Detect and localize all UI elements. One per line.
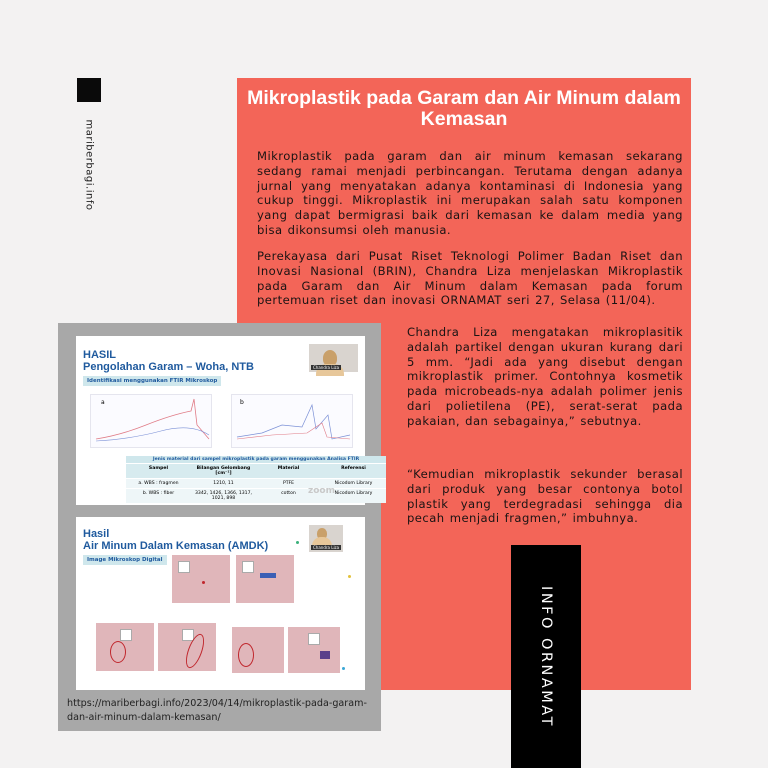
microscope-image [236,555,294,603]
table-cell: a. WBS : fragmen [138,481,179,486]
speaker-name-label: Chandra Liza [313,365,340,370]
speaker-video-thumbnail [309,344,358,372]
plot-b-label: b [240,399,244,406]
site-name-text: mariberbagi.info [83,119,95,211]
plot-a-label: a [101,399,105,406]
highlight-ring [238,643,254,667]
table-header-row [126,463,386,478]
zoom-watermark: zoom [308,486,335,496]
highlight-ring [110,641,126,663]
microscope-image [172,555,230,603]
fragment-particle [320,651,330,659]
decor-dot [342,667,345,670]
slide2-heading-2: Air Minum Dalam Kemasan (AMDK) [83,540,269,552]
slide1-heading-2: Pengolahan Garam – Woha, NTB [83,361,254,373]
article-paragraph-2: Perekayasa dari Pusat Riset Teknologi Polimer Badan Riset dan Inovasi Nasional (BRIN), Chandra Liza menjelaskan Mikroplastik pada Garam dan Air Minum dalam Kemasan pada forum pertemuan riset dan inovasi ORNAMAT seri 27, Selasa (11/04). [257,249,683,308]
microscope-image [96,623,154,671]
table-cell: 1210, 11 [213,481,234,486]
particle-dot [202,581,205,584]
table-cell: b. WBS : fiber [142,491,175,496]
slide2-subtitle: Image Mikroskop Digital [83,555,167,565]
table-row [126,478,386,488]
table-cell: PTFE [282,481,295,486]
decor-dot [296,541,299,544]
slide-amdk-results [76,517,365,690]
speaker-video-thumbnail-small [309,525,343,552]
ftir-results-table [126,456,386,503]
microscope-image [288,627,340,673]
info-ornamat-tag [511,545,581,768]
table-cell: cotton [281,491,296,496]
decor-dot [348,575,351,578]
scale-box-icon [242,561,254,573]
scale-box-icon [308,633,320,645]
table-cell: 3342, 1426, 1366, 1317, 1021, 898 [195,491,252,501]
table-header-cell: Bilangan Gelombang [cm⁻¹] [196,466,251,476]
table-header-cell: Sampel [148,466,169,471]
black-square-logo [77,78,101,102]
speaker-name-label: Chandra Liza [313,545,340,550]
tag-label: INFO ORNAMAT [538,585,554,728]
scale-box-icon [178,561,190,573]
site-name-vertical [78,120,100,210]
microscope-image [158,623,216,671]
slide1-heading-1: HASIL [83,349,116,361]
slide2-heading-1: Hasil [83,528,110,540]
slide-salt-results [76,336,373,505]
source-url[interactable]: https://mariberbagi.info/2023/04/14/mikroplastik-pada-garam-dan-air-minum-dalam-kemasan/ [67,698,367,723]
scale-box-icon [120,629,132,641]
article-paragraph-3: Chandra Liza mengatakan mikroplasitik adalah partikel dengan ukuran kurang dari 5 mm. “Jadi ada yang disebut dengan mikroplastik primer. Contohnya kosmetik pada microbeads-nya adalah polimer jenis dari polietilena (PE), serat-serat pada pakaian, dan sebagainya,” sebutnya. [407,325,683,428]
article-title: Mikroplastik pada Garam dan Air Minum dalam Kemasan [247,87,681,130]
table-header-cell: Referensi [341,466,366,471]
spectrum-b-lines [232,395,352,447]
table-caption: Jenis material dari sampel mikroplastik pada garam menggunakan Analisa FTIR [126,456,386,463]
microscope-image [232,627,284,673]
table-row [126,488,386,503]
table-header-cell: Material [277,466,300,471]
fiber-particle [260,573,276,578]
spectrum-a-lines [91,395,211,447]
slide1-subtitle: Identifikasi menggunakan FTIR Mikroskop [83,376,221,386]
table-cell: Nicodom Library [334,481,373,486]
ftir-spectrum-b [231,394,353,448]
table-cell: Nicodom Library [334,491,373,496]
article-paragraph-1: Mikroplastik pada garam dan air minum kemasan sekarang sedang ramai menjadi perbincangan. Terutama dengan adanya jurnal yang menyatakan adanya kontaminasi di Indonesia yang cukup tinggi. Mikroplastik ini merupakan salah satu komponen yang dapat bermigrasi baik dari kemasan ke dalam media yang bisa dikonsumsi oleh manusia. [257,149,683,237]
ftir-spectrum-a [90,394,212,448]
article-paragraph-4: “Kemudian mikroplastik sekunder berasal dari produk yang besar contonya botol plastik yang terdegradasi sehingga dia pecah menjadi fragmen,” imbuhnya. [407,467,683,526]
